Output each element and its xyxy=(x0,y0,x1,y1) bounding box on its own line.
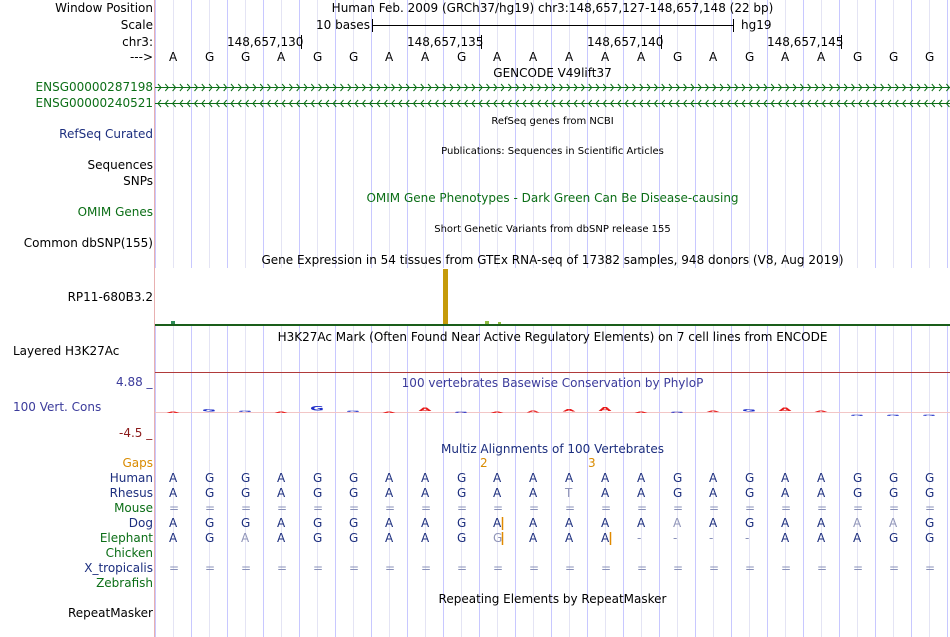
gtex-title: Gene Expression in 54 tissues from GTEx RNA-seq of 17382 samples, 948 donors (V8, Aug 2019) xyxy=(261,253,844,267)
alignment-base: = xyxy=(385,501,396,515)
alignment-base: = xyxy=(637,561,648,575)
window-position-value[interactable]: Human Feb. 2009 (GRCh37/hg19) chr3:148,657,127-148,657,148 (22 bp) xyxy=(331,1,774,15)
gtex-gene-label[interactable]: RP11-680B3.2 xyxy=(67,290,153,304)
alignment-base: G xyxy=(205,516,215,530)
alignment-base: = xyxy=(745,501,756,515)
alignment-base: = xyxy=(889,561,900,575)
alignment-base: = xyxy=(349,561,360,575)
dbsnp-label[interactable]: Common dbSNP(155) xyxy=(23,236,153,250)
alignment-base: A xyxy=(889,516,898,530)
alignment-base: A xyxy=(709,486,718,500)
alignment-base: A xyxy=(169,531,178,545)
alignment-base: A xyxy=(169,486,178,500)
coord-tick-3: 148,657,140 xyxy=(587,35,664,49)
alignment-base: A xyxy=(421,531,430,545)
alignment-base: A xyxy=(385,486,394,500)
alignment-base: = xyxy=(385,561,396,575)
species-label-zebrafish[interactable]: Zebrafish xyxy=(96,576,153,590)
alignment-base: A xyxy=(493,516,502,530)
conservation-letter: A xyxy=(166,411,180,414)
alignment-base: = xyxy=(349,501,360,515)
alignment-base: A xyxy=(529,471,538,485)
alignment-base: G xyxy=(889,471,899,485)
coord-tick-1: 148,657,130 xyxy=(227,35,304,49)
alignment-base: = xyxy=(781,501,792,515)
species-label-human[interactable]: Human xyxy=(109,471,153,485)
alignment-base: T xyxy=(565,486,573,500)
conservation-letter: G xyxy=(886,414,900,417)
species-label-mouse[interactable]: Mouse xyxy=(114,501,153,515)
h3k27ac-title: H3K27Ac Mark (Often Found Near Active Regulatory Elements) on 7 cell lines from ENCODE xyxy=(277,330,828,344)
alignment-base: = xyxy=(709,561,720,575)
alignment-base: - xyxy=(709,531,714,545)
alignment-base: A xyxy=(529,486,538,500)
gtex-bar-main xyxy=(443,269,448,324)
alignment-base: = xyxy=(277,561,288,575)
base-letter: G xyxy=(673,50,683,64)
gap-marker: 2 xyxy=(480,456,488,470)
alignment-base: = xyxy=(493,561,504,575)
alignment-base: = xyxy=(853,501,864,515)
alignment-base: G xyxy=(457,471,467,485)
alignment-base: G xyxy=(673,471,683,485)
alignment-base: = xyxy=(205,561,216,575)
alignment-base: G xyxy=(745,516,755,530)
alignment-base: A xyxy=(817,486,826,500)
alignment-base: A xyxy=(169,516,178,530)
alignment-base: A xyxy=(781,471,790,485)
base-letter: G xyxy=(313,50,323,64)
omim-title: OMIM Gene Phenotypes - Dark Green Can Be Disease-causing xyxy=(366,191,739,205)
alignment-base: = xyxy=(565,501,576,515)
alignment-base: = xyxy=(529,561,540,575)
gencode-title: GENCODE V49lift37 xyxy=(493,66,612,80)
base-letter: A xyxy=(601,50,610,64)
scale-db: hg19 xyxy=(741,18,772,32)
alignment-base: = xyxy=(241,561,252,575)
alignment-base: G xyxy=(349,486,359,500)
refseq-title: RefSeq genes from NCBI xyxy=(491,116,614,127)
alignment-base: G xyxy=(241,471,251,485)
conservation-letter: G xyxy=(742,407,756,413)
alignment-base: A xyxy=(277,486,286,500)
gene-label-2[interactable]: ENSG00000240521 xyxy=(35,96,153,110)
alignment-base: A xyxy=(421,486,430,500)
omim-label[interactable]: OMIM Genes xyxy=(77,205,153,219)
repeatmasker-label[interactable]: RepeatMasker xyxy=(67,606,153,620)
gap-marker: 3 xyxy=(588,456,596,470)
base-letter: A xyxy=(565,50,574,64)
conservation-letter: A xyxy=(814,410,828,413)
alignment-base: A xyxy=(385,531,394,545)
alignment-base: A xyxy=(817,531,826,545)
alignment-base: - xyxy=(745,531,750,545)
base-letter: A xyxy=(709,50,718,64)
alignment-base: A xyxy=(529,516,538,530)
base-letter: G xyxy=(349,50,359,64)
alignment-base: A xyxy=(853,516,862,530)
alignment-base: = xyxy=(673,561,684,575)
dbsnp-title: Short Genetic Variants from dbSNP release 155 xyxy=(434,224,671,235)
alignment-base: G xyxy=(241,516,251,530)
species-label-rhesus[interactable]: Rhesus xyxy=(109,486,153,500)
alignment-base: A xyxy=(565,471,574,485)
conservation-letter: A xyxy=(706,410,720,413)
alignment-base: A xyxy=(277,471,286,485)
alignment-base: = xyxy=(673,501,684,515)
conservation-label[interactable]: 100 Vert. Cons xyxy=(13,400,102,414)
coord-tick-2: 148,657,135 xyxy=(407,35,484,49)
alignment-base: A xyxy=(385,471,394,485)
conservation-letter: G xyxy=(310,404,324,412)
snps-label[interactable]: SNPs xyxy=(123,174,153,188)
conservation-letter: A xyxy=(382,411,396,414)
alignment-base: = xyxy=(853,561,864,575)
alignment-base: = xyxy=(637,501,648,515)
alignment-base: A xyxy=(601,471,610,485)
base-letter: G xyxy=(745,50,755,64)
gaps-label: Gaps xyxy=(122,456,153,470)
alignment-base: = xyxy=(817,561,828,575)
alignment-base: = xyxy=(709,501,720,515)
gene-label-1[interactable]: ENSG00000287198 xyxy=(35,80,153,94)
alignment-base: A xyxy=(817,516,826,530)
alignment-base: A xyxy=(781,486,790,500)
base-letter: G xyxy=(457,50,467,64)
alignment-base: A xyxy=(529,531,538,545)
h3k27ac-label[interactable]: Layered H3K27Ac xyxy=(13,344,120,358)
alignment-base: = xyxy=(205,501,216,515)
alignment-base: G xyxy=(673,486,683,500)
conservation-letter: G xyxy=(346,410,360,413)
alignment-base: G xyxy=(745,486,755,500)
alignment-base: = xyxy=(457,501,468,515)
alignment-base: = xyxy=(925,561,936,575)
gtex-bar-small-1 xyxy=(171,321,175,324)
alignment-base: A xyxy=(817,471,826,485)
alignment-base: G xyxy=(889,531,899,545)
strand-arrow-label: ---> xyxy=(129,50,153,64)
alignment-base: A xyxy=(853,531,862,545)
base-letter: A xyxy=(781,50,790,64)
conservation-letter: G xyxy=(202,408,216,413)
alignment-base: = xyxy=(529,501,540,515)
alignment-base: = xyxy=(313,561,324,575)
conservation-letter: A xyxy=(274,411,288,414)
alignment-base: A xyxy=(493,471,502,485)
base-letter: A xyxy=(637,50,646,64)
multiz-title: Multiz Alignments of 100 Vertebrates xyxy=(440,442,665,456)
alignment-base: A xyxy=(421,471,430,485)
alignment-base: A xyxy=(241,531,250,545)
alignment-base: = xyxy=(889,501,900,515)
alignment-base: A xyxy=(709,516,718,530)
base-letter: A xyxy=(277,50,286,64)
chrom-label: chr3: xyxy=(122,35,153,49)
coord-tick-4: 148,657,145 xyxy=(767,35,844,49)
alignment-base: = xyxy=(277,501,288,515)
alignment-base: G xyxy=(889,486,899,500)
alignment-base: G xyxy=(457,486,467,500)
alignment-base: A xyxy=(493,486,502,500)
alignment-base: = xyxy=(601,501,612,515)
conservation-letter: G xyxy=(922,414,936,417)
alignment-base: = xyxy=(421,561,432,575)
alignment-base: A xyxy=(601,531,610,545)
alignment-base: - xyxy=(637,531,642,545)
alignment-base: G xyxy=(349,531,359,545)
alignment-base: G xyxy=(925,516,935,530)
species-label-dog[interactable]: Dog xyxy=(128,516,153,530)
alignment-base: G xyxy=(313,486,323,500)
conservation-letter: A xyxy=(418,406,432,413)
base-letter: G xyxy=(853,50,863,64)
conservation-letter: G xyxy=(238,410,252,413)
conservation-letter: A xyxy=(634,411,648,414)
sequences-label[interactable]: Sequences xyxy=(87,158,153,172)
alignment-base: A xyxy=(565,531,574,545)
alignment-base: A xyxy=(637,486,646,500)
gtex-bg xyxy=(155,268,950,324)
base-letter: A xyxy=(493,50,502,64)
alignment-base: A xyxy=(385,516,394,530)
alignment-base: = xyxy=(241,501,252,515)
phylop-min-label: -4.5 _ xyxy=(119,426,153,440)
alignment-base: G xyxy=(925,486,935,500)
conservation-letter: A xyxy=(778,406,792,413)
alignment-base: G xyxy=(493,531,503,545)
base-letter: A xyxy=(385,50,394,64)
alignment-base: G xyxy=(205,486,215,500)
refseq-label[interactable]: RefSeq Curated xyxy=(59,127,153,141)
alignment-base: = xyxy=(565,561,576,575)
alignment-base: G xyxy=(745,471,755,485)
phylop-max-label: 4.88 _ xyxy=(116,375,153,389)
alignment-base: = xyxy=(601,561,612,575)
alignment-base: G xyxy=(457,516,467,530)
alignment-base: G xyxy=(349,471,359,485)
alignment-base: A xyxy=(601,486,610,500)
window-position-label: Window Position xyxy=(55,1,153,15)
alignment-base: = xyxy=(313,501,324,515)
base-letter: G xyxy=(925,50,935,64)
base-letter: A xyxy=(529,50,538,64)
alignment-base: A xyxy=(565,516,574,530)
publications-title: Publications: Sequences in Scientific Articles xyxy=(441,146,664,157)
base-letter: G xyxy=(205,50,215,64)
alignment-base: = xyxy=(421,501,432,515)
alignment-base: = xyxy=(169,501,180,515)
alignment-base: = xyxy=(781,561,792,575)
species-label-elephant[interactable]: Elephant xyxy=(99,531,153,545)
base-letter: G xyxy=(241,50,251,64)
alignment-base: G xyxy=(925,531,935,545)
conservation-letter: G xyxy=(454,411,468,414)
species-label-x_tropicalis[interactable]: X_tropicalis xyxy=(84,561,153,575)
alignment-base: A xyxy=(277,531,286,545)
alignment-base: G xyxy=(313,531,323,545)
conservation-letter: G xyxy=(850,414,864,417)
alignment-base: A xyxy=(673,516,682,530)
alignment-base: A xyxy=(637,471,646,485)
alignment-base: A xyxy=(709,471,718,485)
alignment-base: = xyxy=(457,561,468,575)
scale-label: Scale xyxy=(120,18,153,32)
conservation-letter: A xyxy=(490,411,504,414)
alignment-base: G xyxy=(853,486,863,500)
alignment-base: A xyxy=(781,516,790,530)
alignment-base: G xyxy=(853,471,863,485)
alignment-base: = xyxy=(817,501,828,515)
alignment-base: G xyxy=(313,471,323,485)
base-letter: A xyxy=(169,50,178,64)
alignment-base: G xyxy=(457,531,467,545)
conservation-letter: A xyxy=(526,409,540,413)
alignment-base: = xyxy=(925,501,936,515)
alignment-base: G xyxy=(205,471,215,485)
alignment-base: G xyxy=(241,486,251,500)
alignment-base: = xyxy=(493,501,504,515)
phylop-title: 100 vertebrates Basewise Conservation by PhyloP xyxy=(401,376,704,390)
base-letter: A xyxy=(421,50,430,64)
alignment-base: A xyxy=(169,471,178,485)
alignment-base: A xyxy=(277,516,286,530)
alignment-base: G xyxy=(205,531,215,545)
alignment-base: = xyxy=(169,561,180,575)
base-letter: G xyxy=(889,50,899,64)
alignment-base: A xyxy=(601,516,610,530)
alignment-base: A xyxy=(781,531,790,545)
alignment-base: = xyxy=(745,561,756,575)
scale-text: 10 bases xyxy=(316,18,370,32)
alignment-base: A xyxy=(421,516,430,530)
conservation-letter: A xyxy=(562,408,576,413)
conservation-letter: G xyxy=(670,411,684,414)
alignment-base: G xyxy=(925,471,935,485)
alignment-base: A xyxy=(637,516,646,530)
alignment-base: G xyxy=(349,516,359,530)
species-label-chicken[interactable]: Chicken xyxy=(105,546,153,560)
alignment-base: - xyxy=(673,531,678,545)
alignment-base: G xyxy=(313,516,323,530)
gtex-bar-small-2 xyxy=(485,321,489,324)
repeatmasker-title: Repeating Elements by RepeatMasker xyxy=(438,592,667,606)
conservation-letter: A xyxy=(598,405,612,412)
gtex-bar-small-3 xyxy=(498,322,501,324)
base-letter: A xyxy=(817,50,826,64)
